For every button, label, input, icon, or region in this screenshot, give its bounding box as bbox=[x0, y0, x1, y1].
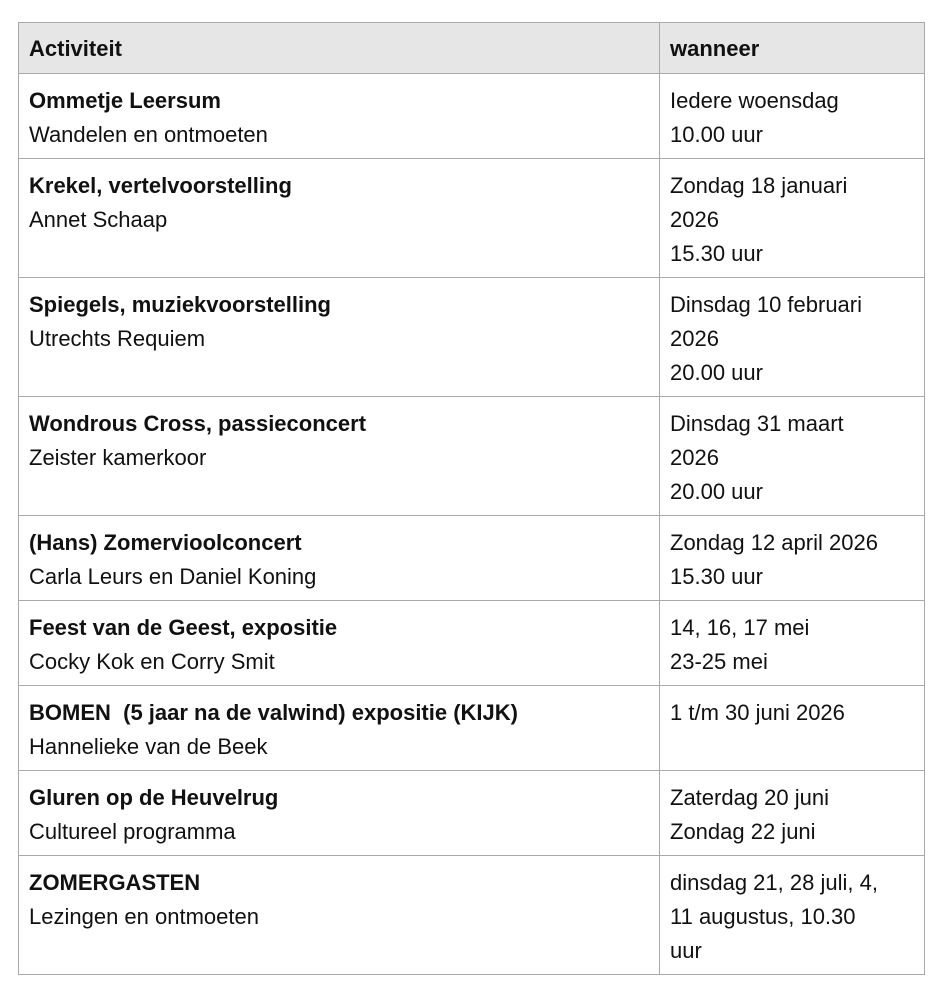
when-cell bbox=[660, 771, 925, 856]
table-row bbox=[19, 278, 925, 397]
table-row bbox=[19, 397, 925, 516]
when-line: 10.00 uur bbox=[670, 122, 763, 147]
when-cell bbox=[660, 74, 925, 159]
when-line: 2026 bbox=[670, 326, 719, 351]
when-line: 1 t/m 30 juni 2026 bbox=[670, 700, 845, 725]
when-line: dinsdag 21, 28 juli, 4, bbox=[670, 870, 878, 895]
when-cell bbox=[660, 397, 925, 516]
when-line: Dinsdag 10 februari bbox=[670, 292, 863, 317]
when-line: 23-25 mei bbox=[670, 649, 768, 674]
when-cell bbox=[660, 686, 925, 771]
when-line: Zondag 22 juni bbox=[670, 819, 816, 844]
activity-subtitle: Cultureel programma bbox=[29, 819, 236, 844]
when-cell bbox=[660, 601, 925, 686]
when-line: 11 augustus, 10.30 bbox=[670, 904, 856, 929]
activity-subtitle: Zeister kamerkoor bbox=[29, 445, 207, 470]
table-row bbox=[19, 159, 925, 278]
when-line: 15.30 uur bbox=[670, 564, 763, 589]
when-line: 2026 bbox=[670, 445, 719, 470]
activity-subtitle: Wandelen en ontmoeten bbox=[29, 122, 268, 147]
table-row bbox=[19, 601, 925, 686]
header-activiteit: Activiteit bbox=[19, 23, 660, 74]
activity-title: Gluren op de Heuvelrug bbox=[29, 785, 279, 810]
activity-cell bbox=[19, 856, 660, 975]
activity-title: Wondrous Cross, passieconcert bbox=[29, 411, 367, 436]
when-line: Dinsdag 31 maart bbox=[670, 411, 844, 436]
activity-title: Spiegels, muziekvoorstelling bbox=[29, 292, 331, 317]
table-row bbox=[19, 771, 925, 856]
activity-title: Krekel, vertelvoorstelling bbox=[29, 173, 292, 198]
when-line: 15.30 uur bbox=[670, 241, 763, 266]
activity-cell bbox=[19, 159, 660, 278]
activity-cell bbox=[19, 278, 660, 397]
when-cell bbox=[660, 856, 925, 975]
table-header-row bbox=[19, 23, 925, 74]
activity-subtitle: Carla Leurs en Daniel Koning bbox=[29, 564, 317, 589]
activity-title: BOMEN (5 jaar na de valwind) expositie (KIJK) bbox=[29, 700, 518, 725]
when-cell bbox=[660, 516, 925, 601]
table-row bbox=[19, 856, 925, 975]
activity-cell bbox=[19, 686, 660, 771]
activity-subtitle: Hannelieke van de Beek bbox=[29, 734, 268, 759]
activity-title: Feest van de Geest, expositie bbox=[29, 615, 338, 640]
activity-cell bbox=[19, 771, 660, 856]
activity-subtitle: Utrechts Requiem bbox=[29, 326, 206, 351]
when-line: 2026 bbox=[670, 207, 719, 232]
when-line: Zaterdag 20 juni bbox=[670, 785, 829, 810]
table-row bbox=[19, 516, 925, 601]
activity-cell bbox=[19, 601, 660, 686]
activity-subtitle: Cocky Kok en Corry Smit bbox=[29, 649, 275, 674]
activity-title: Ommetje Leersum bbox=[29, 88, 221, 113]
activity-title: (Hans) Zomervioolconcert bbox=[29, 530, 302, 555]
when-line: Iedere woensdag bbox=[670, 88, 839, 113]
when-line: Zondag 18 januari bbox=[670, 173, 848, 198]
activity-subtitle: Lezingen en ontmoeten bbox=[29, 904, 259, 929]
when-cell bbox=[660, 278, 925, 397]
activity-subtitle: Annet Schaap bbox=[29, 207, 168, 232]
activity-cell bbox=[19, 516, 660, 601]
header-wanneer: wanneer bbox=[660, 23, 925, 74]
activity-title: ZOMERGASTEN bbox=[29, 870, 201, 895]
activity-cell bbox=[19, 74, 660, 159]
table-row bbox=[19, 74, 925, 159]
when-line: 20.00 uur bbox=[670, 479, 763, 504]
table-row bbox=[19, 686, 925, 771]
when-line: Zondag 12 april 2026 bbox=[670, 530, 878, 555]
activity-cell bbox=[19, 397, 660, 516]
activities-table bbox=[18, 22, 925, 975]
when-cell bbox=[660, 159, 925, 278]
when-line: uur bbox=[670, 938, 702, 963]
when-line: 20.00 uur bbox=[670, 360, 763, 385]
when-line: 14, 16, 17 mei bbox=[670, 615, 810, 640]
